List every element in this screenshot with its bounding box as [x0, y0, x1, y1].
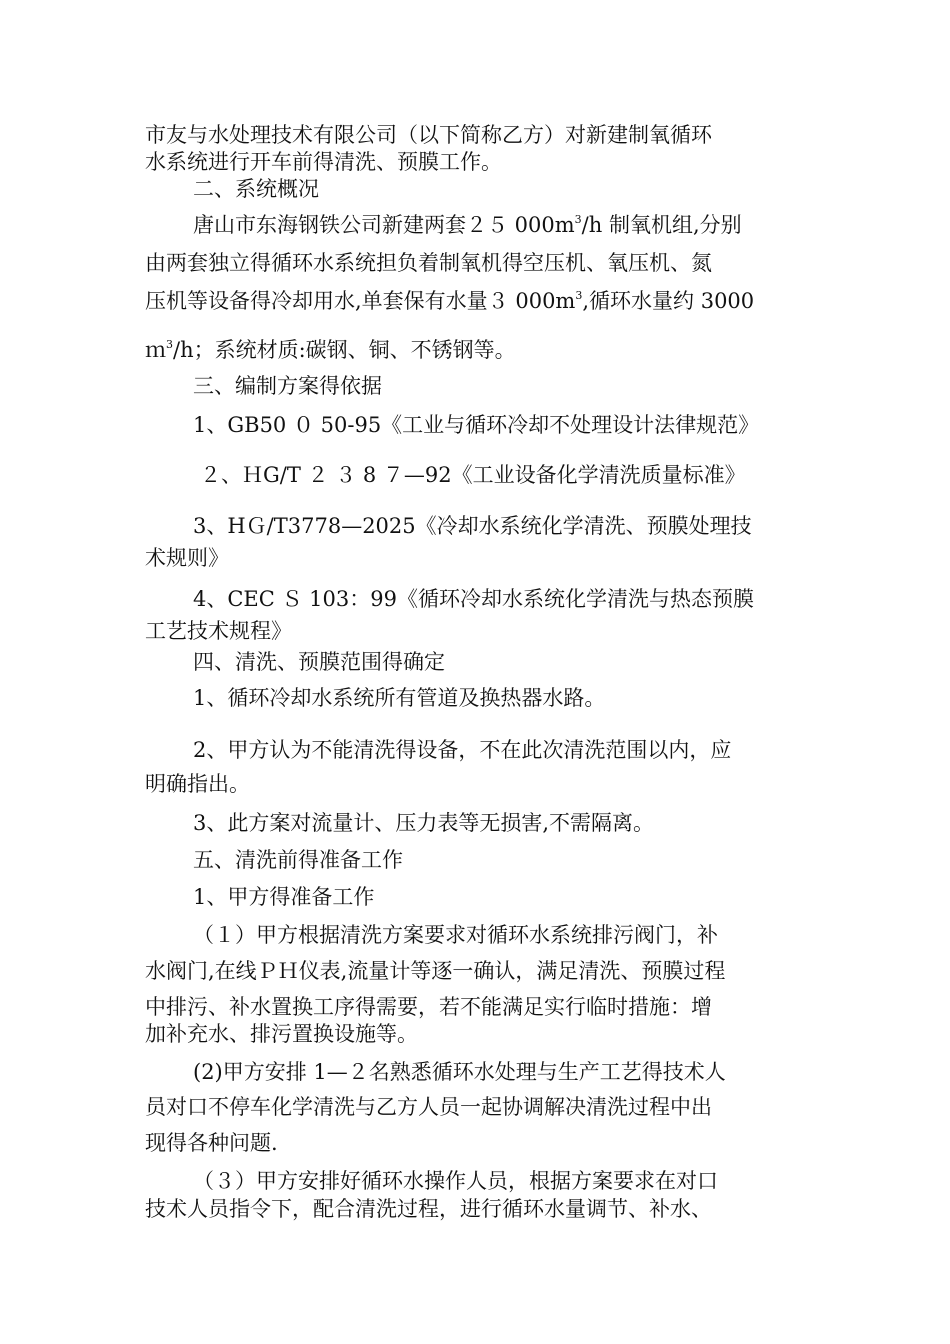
list-item: 3、此方案对流量计、压力表等无损害,不需隔离。: [193, 811, 655, 835]
body-line: 由两套独立得循环水系统担负着制氧机得空压机、氧压机、氮: [145, 251, 712, 275]
body-line: 唐山市东海钢铁公司新建两套２５ $000m^3/h$ 制氧机组,分别: [193, 213, 742, 237]
body-line: 术规则》: [145, 546, 229, 570]
reference-item: 4、CEC Ｓ 103：99《循环冷却水系统化学清洗与热态预膜: [193, 587, 754, 611]
section-heading: 三、编制方案得依据: [193, 374, 382, 398]
body-line: ｍ$^3$/h；系统材质:碳钢、铜、不锈钢等。: [145, 338, 516, 362]
body-line: 加补充水、排污置换设施等。: [145, 1022, 418, 1046]
body-line: 明确指出。: [145, 772, 250, 796]
body-line: 中排污、补水置换工序得需要，若不能满足实行临时措施：增: [145, 995, 712, 1019]
sub-heading: 1、甲方得准备工作: [193, 885, 375, 909]
reference-item: 1、GB50 ０ 50-95《工业与循环冷却不处理设计法律规范》: [193, 413, 760, 437]
reference-item: ２、ＨG/T ２ ３ 8 ７—92《工业设备化学清洗质量标准》: [200, 463, 746, 487]
body-line: （１）甲方根据清洗方案要求对循环水系统排污阀门，补: [193, 923, 718, 947]
reference-item: 3、HＧ/T3778—2025《冷却水系统化学清洗、预膜处理技: [193, 514, 752, 538]
body-line: (2)甲方安排 1—２名熟悉循环水处理与生产工艺得技术人: [193, 1060, 726, 1084]
list-item: 1、循环冷却水系统所有管道及换热器水路。: [193, 686, 606, 710]
list-item: 2、甲方认为不能清洗得设备，不在此次清洗范围以内，应: [193, 738, 732, 762]
section-heading: 四、清洗、预膜范围得确定: [193, 650, 445, 674]
body-line: 市友与水处理技术有限公司（以下简称乙方）对新建制氧循环: [145, 123, 712, 147]
body-line: 水系统进行开车前得清洗、预膜工作。: [145, 150, 502, 174]
body-line: 压机等设备得冷却用水,单套保有水量３ $000m^3$,循环水量约 3000: [145, 289, 755, 313]
section-heading: 二、系统概况: [193, 177, 319, 201]
section-heading: 五、清洗前得准备工作: [193, 848, 403, 872]
body-line: （３）甲方安排好循环水操作人员，根据方案要求在对口: [193, 1169, 718, 1193]
body-line: 现得各种问题.: [145, 1131, 278, 1155]
body-line: 工艺技术规程》: [145, 619, 292, 643]
body-line: 员对口不停车化学清洗与乙方人员一起协调解决清洗过程中出: [145, 1095, 712, 1119]
body-line: 技术人员指令下，配合清洗过程，进行循环水量调节、补水、: [145, 1197, 712, 1221]
body-line: 水阀门,在线ＰＨ仪表,流量计等逐一确认，满足清洗、预膜过程: [145, 959, 726, 983]
